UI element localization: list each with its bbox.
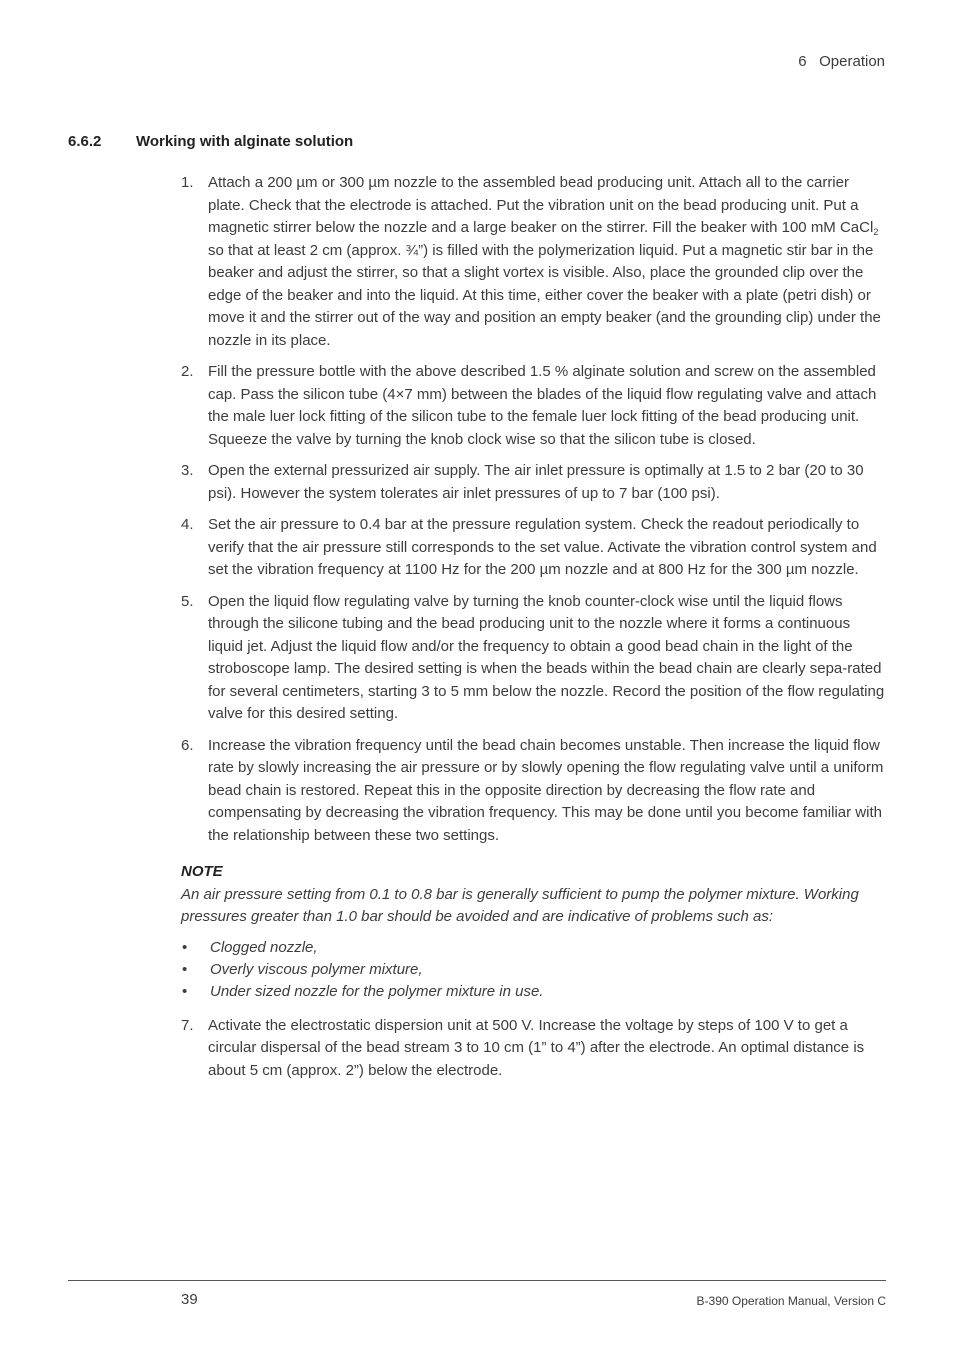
footer-divider xyxy=(68,1280,886,1281)
bullet-icon: • xyxy=(182,960,188,978)
bullet-icon: • xyxy=(182,938,188,956)
step-text: Open the liquid flow regulating valve by turning the knob counter-clock wise until the liquid flows through the silicone tubing and the bead producing unit to the nozzle where it forms a continuous liquid jet. Adjust the liquid flow and/or the frequency to obtain a good bead chain in the light of the stroboscope lamp. The desired setting is when the beads within the bead chain are clearly sepa-rated for several centimeters, starting 3 to 5 mm below the nozzle. Record the position of the flow regulating valve for this desired setting. xyxy=(208,592,885,722)
bullet-text: Under sized nozzle for the polymer mixture in use. xyxy=(210,982,544,1000)
note-bullet-list xyxy=(181,937,887,1003)
list-item xyxy=(181,460,887,505)
section-heading xyxy=(68,133,886,150)
section-title: Working with alginate solution xyxy=(136,133,354,150)
step-text: Open the external pressurized air supply. The air inlet pressure is optimally at 1.5 to 2 bar (20 to 30 psi). However the system tolerates air inlet pressures of up to 7 bar (100 psi). xyxy=(208,462,864,502)
bullet-text: Clogged nozzle, xyxy=(210,938,318,956)
step-number: 5. xyxy=(181,592,194,610)
subscript: 2 xyxy=(873,227,879,237)
bullet-item xyxy=(181,981,887,1003)
step-text: Activate the electrostatic dispersion unit at 500 V. Increase the voltage by steps of 100 V to get a circular dispersal of the bead stream 3 to 10 cm (1” to 4”) after the electrode. An optimal distance is about 5 cm (approx. 2”) below the electrode. xyxy=(208,1016,865,1079)
step-number: 1. xyxy=(181,174,194,191)
step-text: Set the air pressure to 0.4 bar at the pressure regulation system. Check the readout periodically to verify that the air pressure still corresponds to the set value. Activate the vibration control system and set the vibration frequency at 1100 Hz for the 200 µm nozzle and at 800 Hz for the 300 µm nozzle. xyxy=(208,516,877,578)
bullet-item xyxy=(181,937,887,959)
bullet-icon: • xyxy=(182,982,188,1000)
step-text: Increase the vibration frequency until the bead chain becomes unstable. Then increase the liquid flow rate by slowly increasing the air pressure or by slowly opening the flow regulating valve until a uniform bead chain is restored. Repeat this in the opposite direction by decreasing the flow rate and compensating by decreasing the vibration frequency. This may be done until you become familiar with the relationship between these two settings. xyxy=(208,736,884,844)
step-text-part: Attach a 200 µm or 300 µm nozzle to the assembled bead producing unit. Attach all to the carrier plate. Check that the electrode is attached. Put the vibration unit on the bead producing unit. Put a magnetic stirrer below the nozzle and a large beaker on the stirrer. Fill the beaker with 100 mM CaCl xyxy=(208,174,874,236)
step-number: 3. xyxy=(181,462,194,479)
step-number: 7. xyxy=(181,1016,194,1034)
manual-title: B-390 Operation Manual, Version C xyxy=(696,1294,886,1308)
step-number: 2. xyxy=(181,363,194,380)
step-text: Fill the pressure bottle with the above described 1.5 % alginate solution and screw on the assembled cap. Pass the silicon tube (4×7 mm) between the blades of the liquid flow regulating valve and attach the male luer lock fitting of the silicon tube to the female luer lock fitting of the bead producing unit. Squeeze the valve by turning the knob clock wise so that the silicon tube is closed. xyxy=(208,363,877,448)
step-text xyxy=(208,172,887,352)
note-title: NOTE xyxy=(181,863,223,880)
section-number: 6.6.2 xyxy=(68,133,102,150)
page-number: 39 xyxy=(181,1291,198,1308)
list-item xyxy=(181,1015,887,1083)
list-item xyxy=(181,514,887,582)
bullet-text: Overly viscous polymer mixture, xyxy=(210,960,423,978)
list-item xyxy=(181,172,887,352)
note-text: An air pressure setting from 0.1 to 0.8 bar is generally sufficient to pump the polymer mixture. Working pressures greater than 1.0 bar should be avoided and are indicative of problems such as: xyxy=(181,885,859,925)
bullet-item xyxy=(181,959,887,981)
chapter-header: 6 Operation xyxy=(798,53,885,70)
step-text-part: so that at least 2 cm (approx. ¾”) is filled with the polymerization liquid. Put a magnetic stir bar in the beaker and adjust the stirrer, so that a slight vortex is visible. Also, place the grounded clip over the edge of the beaker and into the liquid. At this time, either cover the beaker with a plate (petri dish) or move it and the stirrer out of the way and position an empty beaker (and the grounding clip) under the nozzle in its place. xyxy=(208,241,881,349)
list-item xyxy=(181,735,887,848)
list-item xyxy=(181,591,887,726)
list-item xyxy=(181,361,887,451)
step-number: 4. xyxy=(181,516,194,533)
step-number: 6. xyxy=(181,736,194,754)
main-content xyxy=(181,172,887,1091)
